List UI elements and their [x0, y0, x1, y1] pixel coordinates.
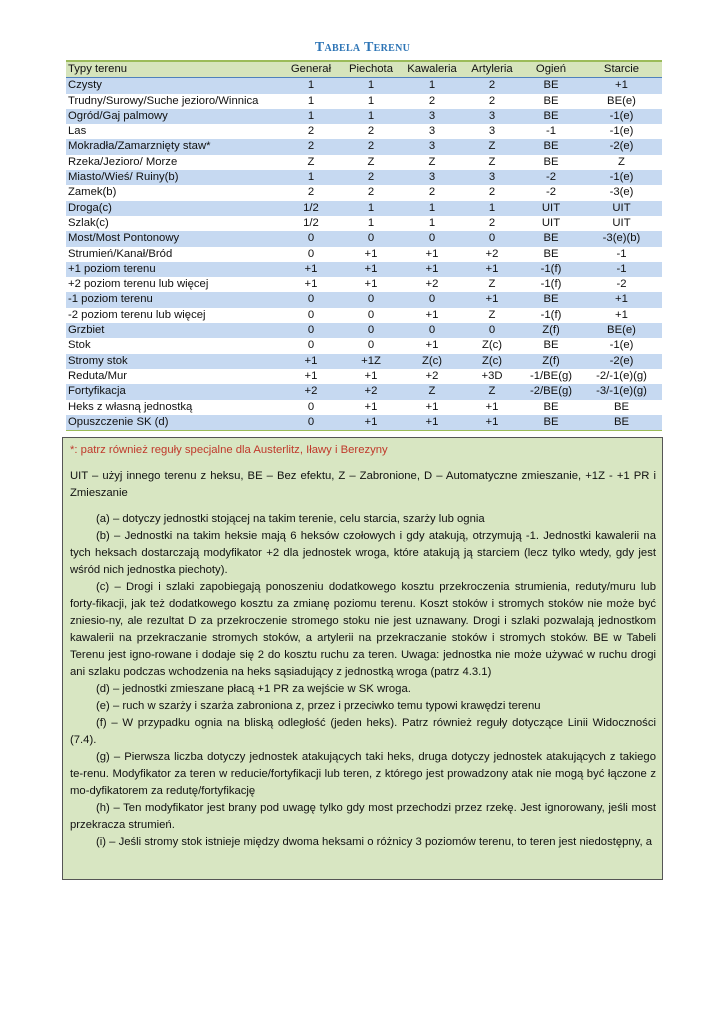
- table-cell: 2: [281, 185, 341, 200]
- note-d: (d) – jednostki zmieszane płacą +1 PR za wejście w SK wroga.: [96, 683, 411, 695]
- table-cell: 3: [401, 139, 463, 154]
- table-cell: 1: [401, 216, 463, 231]
- table-cell: +2: [401, 369, 463, 384]
- terrain-name-cell: Fortyfikacja: [66, 384, 281, 399]
- note-g: (g) – Pierwsza liczba dotyczy jednostek atakujących taki heks, druga dotyczy jednostek atakujących z takiego te-renu. Modyfikator za teren w reducie/fortyfikacji lub teren, z którego jest prowadzony atak nie mogą być łączone z mo-dyfikatorem za redutę/fortyfikację: [70, 751, 656, 797]
- table-cell: 0: [281, 323, 341, 338]
- terrain-name-cell: -2 poziom terenu lub więcej: [66, 308, 281, 323]
- table-cell: -1/BE(g): [521, 369, 581, 384]
- table-cell: +1Z: [341, 354, 401, 369]
- table-cell: 2: [281, 139, 341, 154]
- terrain-name-cell: Grzbiet: [66, 323, 281, 338]
- table-cell: 2: [341, 139, 401, 154]
- terrain-name-cell: Opuszczenie SK (d): [66, 415, 281, 431]
- table-cell: Z: [463, 384, 521, 399]
- note-h: (h) – Ten modyfikator jest brany pod uwagę tylko gdy most przechodzi przez rzekę. Jest ignorowany, jeśli most przekracza strumień.: [70, 802, 656, 831]
- table-cell: +3D: [463, 369, 521, 384]
- table-cell: -1(e): [581, 170, 662, 185]
- table-cell: 0: [341, 292, 401, 307]
- table-row: [66, 415, 662, 431]
- table-cell: 0: [401, 323, 463, 338]
- table-cell: BE: [521, 139, 581, 154]
- header-infantry: Piechota: [341, 61, 401, 78]
- table-row: [66, 308, 662, 323]
- table-cell: +1: [341, 277, 401, 292]
- table-cell: UIT: [581, 201, 662, 216]
- table-cell: 2: [341, 124, 401, 139]
- table-cell: Z: [281, 155, 341, 170]
- table-cell: 0: [401, 231, 463, 246]
- table-cell: 0: [341, 231, 401, 246]
- table-cell: 1/2: [281, 216, 341, 231]
- table-cell: BE: [521, 338, 581, 353]
- terrain-name-cell: Rzeka/Jezioro/ Morze: [66, 155, 281, 170]
- table-row: [66, 78, 662, 94]
- table-row: [66, 323, 662, 338]
- table-cell: -2: [581, 277, 662, 292]
- table-cell: +1: [401, 262, 463, 277]
- table-cell: BE: [581, 415, 662, 431]
- abbreviations-note: UIT – użyj innego terenu z heksu, BE – Bez efektu, Z – Zabronione, D – Automatyczne zmieszanie, +1Z - +1 PR i Zmieszanie: [70, 470, 656, 499]
- note-e: (e) – ruch w szarży i szarża zabroniona z, przez i przeciwko temu typowi krawędzi terenu: [96, 700, 541, 712]
- special-rules-note: *: patrz również reguły specjalne dla Austerlitz, Iławy i Berezyny: [70, 444, 388, 456]
- table-cell: Z: [581, 155, 662, 170]
- terrain-name-cell: Most/Most Pontonowy: [66, 231, 281, 246]
- table-cell: +1: [281, 354, 341, 369]
- table-row: [66, 384, 662, 399]
- table-row: [66, 262, 662, 277]
- table-cell: +2: [401, 277, 463, 292]
- note-b: (b) – Jednostki na takim heksie mają 6 heksów czołowych i gdy atakują, otrzymują -1. Jednostki kawalerii na tych heksach dostarczają modyfikator +2 dla jednostek wroga, które atakują ją starciem (lecz tylko wtedy, gdy jest wśród nich jednostka piechoty).: [70, 530, 656, 576]
- table-header-row: [66, 61, 662, 78]
- table-cell: +1: [463, 262, 521, 277]
- table-cell: +1: [341, 262, 401, 277]
- table-cell: Z(c): [463, 338, 521, 353]
- table-row: [66, 277, 662, 292]
- header-cavalry: Kawaleria: [401, 61, 463, 78]
- table-cell: +1: [401, 247, 463, 262]
- table-cell: 3: [401, 124, 463, 139]
- table-cell: +1: [463, 415, 521, 431]
- table-cell: 0: [341, 308, 401, 323]
- note-c: (c) – Drogi i szlaki zapobiegają ponoszeniu dodatkowego kosztu przekroczenia strumienia, reduty/muru lub forty-fikacji, jak też dodatkowego kosztu za zmianę poziomu terenu. Koszt stoków i stromych stoków nie może być zniesio-ny, ale rezultat D za przekroczenie stromego stoku nie jest uznawany. Drogi i szlaki pozwalają jednostkom kawalerii na przekraczanie stromych stoków, a artylerii na przekraczanie stoków i stromych stoków. BE w Tabeli Terenu jest igno-rowane i dodaje się 2 do kosztu ruchu za teren. Uwaga: jednostka nie może używać w ruchu drogi ani szlaku podczas wchodzenia na heks sąsiadujący z jednostką wroga (patrz 4.3.1): [70, 581, 656, 678]
- terrain-name-cell: Reduta/Mur: [66, 369, 281, 384]
- terrain-name-cell: Czysty: [66, 78, 281, 94]
- table-cell: +1: [401, 308, 463, 323]
- table-row: [66, 109, 662, 124]
- table-cell: BE: [521, 109, 581, 124]
- table-cell: Z(c): [401, 354, 463, 369]
- table-row: [66, 201, 662, 216]
- table-cell: +1: [581, 78, 662, 94]
- table-row: [66, 155, 662, 170]
- table-cell: 1: [341, 216, 401, 231]
- table-cell: Z: [463, 277, 521, 292]
- table-cell: BE: [521, 415, 581, 431]
- table-cell: 0: [463, 231, 521, 246]
- table-cell: 0: [281, 308, 341, 323]
- table-cell: 1: [281, 78, 341, 94]
- terrain-name-cell: Miasto/Wieś/ Ruiny(b): [66, 170, 281, 185]
- table-cell: -2(e): [581, 139, 662, 154]
- table-cell: 2: [341, 185, 401, 200]
- table-cell: +1: [341, 247, 401, 262]
- table-row: [66, 369, 662, 384]
- table-cell: 0: [281, 231, 341, 246]
- table-cell: Z: [401, 155, 463, 170]
- table-cell: +1: [463, 292, 521, 307]
- table-cell: BE(e): [581, 323, 662, 338]
- table-cell: +2: [463, 247, 521, 262]
- table-cell: -2: [521, 185, 581, 200]
- table-cell: -1: [581, 247, 662, 262]
- table-cell: 3: [463, 109, 521, 124]
- table-cell: -2(e): [581, 354, 662, 369]
- table-row: [66, 400, 662, 415]
- table-cell: Z(c): [463, 354, 521, 369]
- table-cell: 1: [401, 201, 463, 216]
- table-row: [66, 94, 662, 109]
- terrain-name-cell: Trudny/Surowy/Suche jezioro/Winnica: [66, 94, 281, 109]
- table-cell: BE: [521, 78, 581, 94]
- header-artillery: Artyleria: [463, 61, 521, 78]
- note-a: (a) – dotyczy jednostki stojącej na takim terenie, celu starcia, szarży lub ognia: [96, 513, 485, 525]
- table-cell: BE: [521, 292, 581, 307]
- table-cell: +2: [281, 384, 341, 399]
- table-row: [66, 292, 662, 307]
- table-cell: 2: [341, 170, 401, 185]
- table-cell: 1: [341, 78, 401, 94]
- terrain-name-cell: Szlak(c): [66, 216, 281, 231]
- table-row: [66, 139, 662, 154]
- table-cell: -3/-1(e)(g): [581, 384, 662, 399]
- table-cell: +1: [463, 400, 521, 415]
- table-cell: +1: [581, 308, 662, 323]
- table-cell: -1(e): [581, 124, 662, 139]
- table-cell: 3: [463, 124, 521, 139]
- table-cell: 1: [281, 94, 341, 109]
- table-cell: 0: [463, 323, 521, 338]
- table-cell: -2: [521, 170, 581, 185]
- table-cell: +1: [281, 277, 341, 292]
- table-cell: -1(f): [521, 308, 581, 323]
- table-cell: 2: [463, 216, 521, 231]
- table-cell: UIT: [521, 201, 581, 216]
- terrain-name-cell: Droga(c): [66, 201, 281, 216]
- table-cell: BE: [521, 231, 581, 246]
- terrain-name-cell: +2 poziom terenu lub więcej: [66, 277, 281, 292]
- table-cell: 1: [341, 201, 401, 216]
- table-cell: 1: [401, 78, 463, 94]
- table-cell: Z: [463, 139, 521, 154]
- table-cell: +2: [341, 384, 401, 399]
- terrain-name-cell: Ogród/Gaj palmowy: [66, 109, 281, 124]
- header-melee: Starcie: [581, 61, 662, 78]
- table-cell: -1: [521, 124, 581, 139]
- table-cell: -3(e)(b): [581, 231, 662, 246]
- table-cell: 3: [401, 109, 463, 124]
- table-cell: -1(f): [521, 262, 581, 277]
- table-cell: BE: [521, 94, 581, 109]
- table-cell: 1: [341, 109, 401, 124]
- table-cell: -1(e): [581, 109, 662, 124]
- table-cell: 2: [463, 94, 521, 109]
- table-row: [66, 216, 662, 231]
- table-row: [66, 231, 662, 246]
- table-cell: BE(e): [581, 94, 662, 109]
- table-cell: 1: [281, 170, 341, 185]
- terrain-name-cell: Heks z własną jednostką: [66, 400, 281, 415]
- table-row: [66, 247, 662, 262]
- table-row: [66, 354, 662, 369]
- table-cell: 0: [401, 292, 463, 307]
- table-cell: 2: [401, 185, 463, 200]
- terrain-name-cell: Stromy stok: [66, 354, 281, 369]
- table-cell: 3: [463, 170, 521, 185]
- table-cell: Z: [463, 308, 521, 323]
- table-cell: 1: [463, 201, 521, 216]
- table-row: [66, 338, 662, 353]
- table-row: [66, 170, 662, 185]
- table-cell: +1: [341, 415, 401, 431]
- table-cell: +1: [341, 369, 401, 384]
- table-cell: 3: [401, 170, 463, 185]
- table-cell: -1(f): [521, 277, 581, 292]
- table-cell: 0: [281, 247, 341, 262]
- table-row: [66, 185, 662, 200]
- terrain-name-cell: Las: [66, 124, 281, 139]
- notes-box: [62, 437, 663, 880]
- table-cell: 1: [341, 94, 401, 109]
- terrain-name-cell: Zamek(b): [66, 185, 281, 200]
- table-cell: -1(e): [581, 338, 662, 353]
- table-cell: UIT: [521, 216, 581, 231]
- table-cell: 0: [281, 338, 341, 353]
- table-cell: Z: [463, 155, 521, 170]
- table-cell: -1: [581, 262, 662, 277]
- table-cell: +1: [341, 400, 401, 415]
- table-cell: BE: [521, 400, 581, 415]
- note-i: (i) – Jeśli stromy stok istnieje między dwoma heksami o różnicy 3 poziomów terenu, to teren jest niedostępny, a: [96, 836, 653, 848]
- terrain-name-cell: Stok: [66, 338, 281, 353]
- table-cell: 0: [281, 292, 341, 307]
- table-cell: +1: [281, 369, 341, 384]
- table-cell: +1: [401, 400, 463, 415]
- table-cell: 2: [401, 94, 463, 109]
- table-cell: 1: [281, 109, 341, 124]
- table-cell: 0: [341, 338, 401, 353]
- table-cell: 2: [281, 124, 341, 139]
- table-cell: BE: [521, 155, 581, 170]
- table-cell: 0: [341, 323, 401, 338]
- table-cell: Z(f): [521, 323, 581, 338]
- table-cell: BE: [521, 247, 581, 262]
- table-cell: +1: [401, 415, 463, 431]
- table-cell: -2/-1(e)(g): [581, 369, 662, 384]
- terrain-name-cell: Mokradła/Zamarznięty staw*: [66, 139, 281, 154]
- table-cell: 0: [281, 400, 341, 415]
- terrain-table: [66, 60, 662, 431]
- terrain-name-cell: -1 poziom terenu: [66, 292, 281, 307]
- table-cell: +1: [581, 292, 662, 307]
- table-cell: 1/2: [281, 201, 341, 216]
- table-cell: Z(f): [521, 354, 581, 369]
- header-fire: Ogień: [521, 61, 581, 78]
- table-cell: Z: [341, 155, 401, 170]
- table-cell: -2/BE(g): [521, 384, 581, 399]
- table-row: [66, 124, 662, 139]
- table-cell: 2: [463, 78, 521, 94]
- table-cell: 0: [281, 415, 341, 431]
- table-cell: -3(e): [581, 185, 662, 200]
- header-terrain-type: Typy terenu: [66, 61, 281, 78]
- header-general: Generał: [281, 61, 341, 78]
- terrain-name-cell: +1 poziom terenu: [66, 262, 281, 277]
- table-cell: 2: [463, 185, 521, 200]
- terrain-name-cell: Strumień/Kanał/Bród: [66, 247, 281, 262]
- table-cell: +1: [401, 338, 463, 353]
- table-cell: +1: [281, 262, 341, 277]
- note-f: (f) – W przypadku ognia na bliską odległość (jeden heks). Patrz również reguły dotyczące Linii Widoczności (7.4).: [70, 717, 656, 746]
- page-title: Tabela Terenu: [314, 40, 411, 55]
- table-cell: UIT: [581, 216, 662, 231]
- table-cell: BE: [581, 400, 662, 415]
- table-cell: Z: [401, 384, 463, 399]
